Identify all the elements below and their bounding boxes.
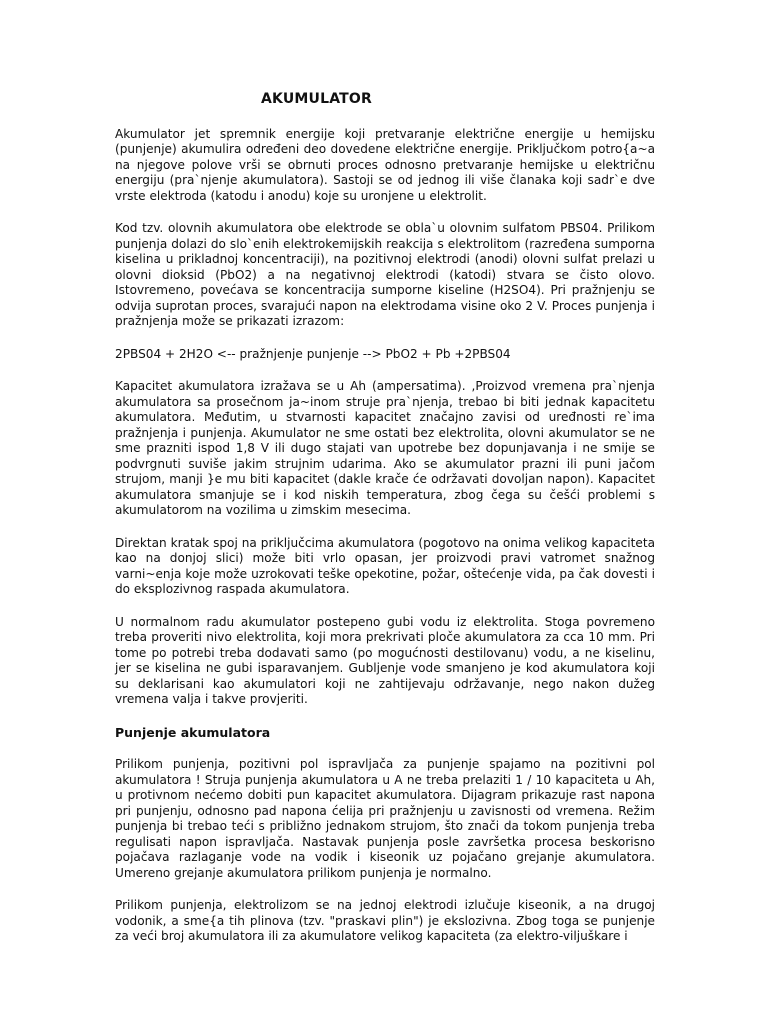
paragraph-lead-acid: Kod tzv. olovnih akumulatora obe elektrode se obla`u olovnim sulfatom PBS04. Prilikom punjenja dolazi do slo`enih elektrokemijskih reakcija s elektrolitom (razređena sumporna kiselina u prikladnoj koncentraciji), na pozitivnoj elektrodi (anodi) olovni sulfat prelazi u olovni dioksid (PbO2) a na negativnoj elektrodi (katodi) stvara se čisto olovo. Istovremeno, povećava se koncentracija sumporne kiseline (H2SO4). Pri pražnjenju se odvija suprotan proces, svarajući napon na elektrodama visine oko 2 V. Proces punjenja i pražnjenja može se prikazati izrazom: — [115, 221, 655, 328]
paragraph-charging: Prilikom punjenja, pozitivni pol ispravljača za punjenje spajamo na pozitivni pol akumulatora ! Struja punjenja akumulatora u A ne treba prelaziti 1 / 10 kapaciteta u Ah, u protivnom nećemo dobiti pun kapacitet akumulatora. Dijagram prikazuje rast napona pri punjenju, odnosno pad napona ćelija pri pražnjenju u zavisnosti od vremena. Režim punjenja bi trebao teći s približno jednakom strujom, što znači da tokom punjenja treba regulisati napon ispravljača. Nastavak punjenja posle završetka procesa beskorisno pojačava razlaganje vode na vodik i kiseonik uz pojačano grejanje akumulatora. Umereno grejanje akumulatora prilikom punjenja je normalno. — [115, 757, 655, 880]
document-body — [115, 92, 655, 962]
paragraph-normal-operation: U normalnom radu akumulator postepeno gubi vodu iz elektrolita. Stoga povremeno treba proveriti nivo elektrolita, koji mora prekrivati ploče akumulatora za cca 10 mm. Pri tome po potrebi treba dodavati samo (po mogućnosti destilovanu) vodu, a ne kiselinu, jer se kiselina ne gubi isparavanjem. Gubljenje vode smanjeno je kod akumulatora koji su deklarisani kao akumulatori koji ne zahtijevaju održavanje, nego nakon dužeg vremena valja i takve provjeriti. — [115, 614, 655, 706]
paragraph-intro: Akumulator jet spremnik energije koji pretvaranje električne energije u hemijsku (punjenje) akumulira određeni deo dovedene električne energije. Priključkom potro{a~a na njegove polove vrši se obrnuti proces odnosno pretvaranje hemijske u električnu energiju (pra`njenje akumulatora). Sastoji se od jednog ili više članaka koji sadr`e dve vrste elektroda (katodu i anodu) koje su uronjene u elektrolit. — [115, 126, 655, 203]
paragraph-capacity: Kapacitet akumulatora izražava se u Ah (ampersatima). ,Proizvod vremena pra`njenja akumulatora sa prosečnom ja~inom struje pra`njenja, trebao bi biti jednak kapacitetu akumulatora. Međutim, u stvarnosti kapacitet značajno zavisi od uređnosti re`ima pražnjenja i punjenja. Akumulator ne sme ostati bez elektrolita, olovni akumulator se ne sme prazniti ispod 1,8 V ili dugo stajati van upotrebe bez dopunjavanja i ne smije se podvrgnuti suviše jakim strujnim udarima. Ako se akumulator prazni ili puni jačom strujom, manji }e mu biti kapacitet (dakle krače će održavati dovoljan napon). Kapacitet akumulatora smanjuje se i kod niskih temperatura, zbog čega su češći problemi s akumulatorom na vozilima u zimskim mesecima. — [115, 379, 655, 517]
reaction-formula: 2PBS04 + 2H2O <-- pražnjenje punjenje --> PbO2 + Pb +2PBS04 — [115, 346, 511, 361]
paragraph-electrolysis: Prilikom punjenja, elektrolizom se na jednoj elektrodi izlučuje kiseonik, a na drugoj vodonik, a sme{a tih plinova (tzv. "praskavi plin") je ekslozivna. Zbog toga se punjenje za veći broj akumulatora ili za akumulatore velikog kapaciteta (za elektro-viljuškare i — [115, 898, 655, 943]
document-title: AKUMULATOR — [261, 91, 373, 107]
section-heading-charging: Punjenje akumulatora — [115, 724, 271, 740]
paragraph-short-circuit: Direktan kratak spoj na priključcima akumulatora (pogotovo na onima velikog kapaciteta kao na donjoj slici) može biti vrlo opasan, jer proizvodi pravi vatromet snažnog varni~enja koje može uzrokovati teške opekotine, požar, oštećenje vida, pa čak dovesti i do eksplozivnog raspada akumulatora. — [115, 535, 655, 596]
